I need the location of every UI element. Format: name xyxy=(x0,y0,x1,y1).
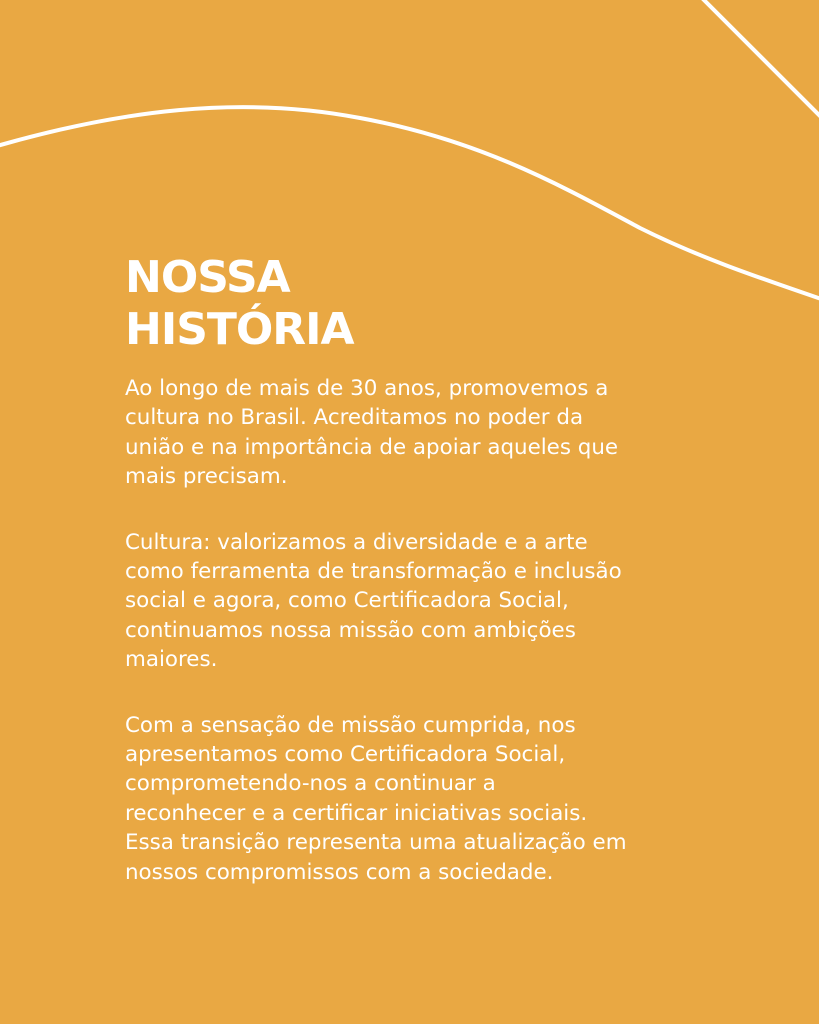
title-line-1: NOSSA xyxy=(125,252,290,303)
paragraph-culture: Cultura: valorizamos a diversidade e a arte como ferramenta de transformação e inclusão social e agora, como Certificadora Social, continuamos nossa missão com ambições maiores. xyxy=(125,529,622,673)
paragraph-transition: Com a sensação de missão cumprida, nos apresentamos como Certificadora Social, comprometendo-nos a continuar a reconhecer e a certificar iniciativas sociais. Essa transição representa uma atualização em nossos compromissos com a sociedade. xyxy=(125,712,627,885)
decorative-corner-line xyxy=(700,0,819,126)
title-line-2: HISTÓRIA xyxy=(125,304,354,355)
decorative-wave-line xyxy=(0,107,819,302)
history-text xyxy=(125,374,785,923)
page-title xyxy=(125,252,354,356)
paragraph-intro: Ao longo de mais de 30 anos, promovemos a cultura no Brasil. Acreditamos no poder da união e na importância de apoiar aqueles que mais precisam. xyxy=(125,376,619,490)
